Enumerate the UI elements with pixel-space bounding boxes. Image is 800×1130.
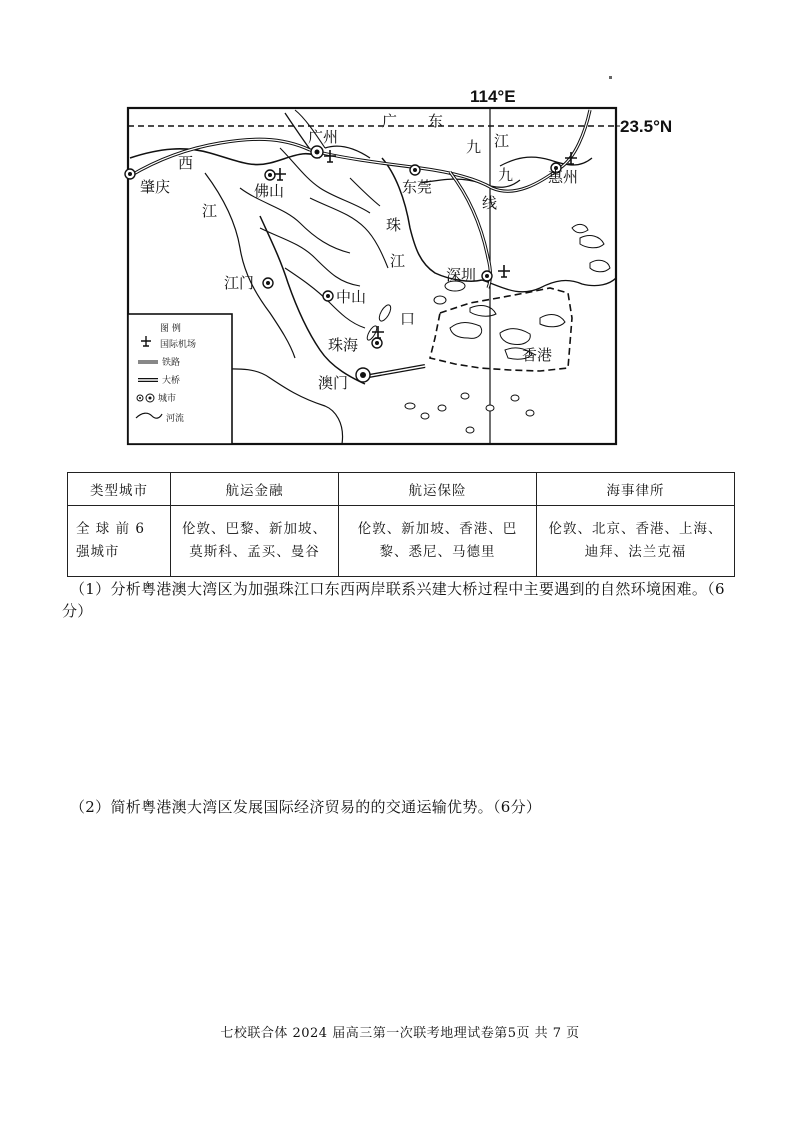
legend-river: 河流 — [166, 414, 185, 424]
table-header: 海事律所 — [537, 473, 735, 506]
table-header: 类型城市 — [68, 473, 171, 506]
estuary-label-3: 口 — [400, 310, 416, 328]
city-hongkong: 香港 — [522, 346, 553, 364]
table-cell-insurance: 伦敦、新加坡、香港、巴黎、悉尼、马德里 — [339, 506, 537, 577]
rail-label-4: 线 — [482, 194, 498, 212]
rail-label-1: 九 — [466, 138, 482, 156]
city-jiangmen: 江门 — [224, 274, 255, 292]
scan-dot — [609, 76, 612, 79]
table-cell-law: 伦敦、北京、香港、上海、迪拜、法兰克福 — [537, 506, 735, 577]
pearl-river-delta-map — [120, 87, 673, 448]
province-label-2: 东 — [428, 112, 444, 130]
province-label-1: 广 — [382, 112, 398, 130]
legend-bridge: 大桥 — [162, 376, 181, 386]
city-huizhou: 惠州 — [548, 168, 579, 186]
legend-title: 图 例 — [160, 324, 181, 334]
city-zhongshan: 中山 — [336, 288, 367, 306]
table-header-row — [68, 473, 735, 506]
question-2: （2）简析粤港澳大湾区发展国际经济贸易的的交通运输优势。（6分） — [70, 798, 542, 816]
xijiang-label-2: 江 — [202, 202, 218, 220]
table-row — [68, 506, 735, 577]
page-footer: 七校联合体 2024 届高三第一次联考地理试卷第5页 共 7 页 — [220, 1026, 580, 1041]
question-1: （1）分析粤港澳大湾区为加强珠江口东西两岸联系兴建大桥过程中主要遇到的自然环境困难。（6分） — [62, 580, 725, 620]
city-shenzhen: 深圳 — [446, 266, 477, 284]
city-guangzhou: 广州 — [308, 128, 339, 146]
legend-airport: 国际机场 — [160, 340, 197, 350]
parallel-label: 23.5°N — [620, 117, 673, 136]
city-zhuhai: 珠海 — [328, 336, 359, 354]
estuary-label-2: 江 — [390, 252, 406, 270]
rail-label-2: 江 — [494, 132, 510, 150]
city-dongguan: 东莞 — [402, 178, 433, 196]
table-header: 航运保险 — [339, 473, 537, 506]
city-macau: 澳门 — [318, 374, 349, 392]
legend-railway: 铁路 — [162, 358, 181, 368]
estuary-label-1: 珠 — [386, 216, 402, 234]
table-header: 航运金融 — [171, 473, 339, 506]
table-cell-finance: 伦敦、巴黎、新加坡、莫斯科、孟买、曼谷 — [171, 506, 339, 577]
table-cell-label: 全 球 前 6 强城市 — [68, 506, 171, 577]
city-ranking-table — [67, 472, 735, 577]
rail-label-3: 九 — [498, 166, 514, 184]
city-zhaoqing: 肇庆 — [140, 178, 171, 196]
legend-city: 城市 — [158, 394, 177, 404]
meridian-label: 114°E — [470, 87, 516, 106]
map-legend — [128, 314, 232, 444]
city-foshan: 佛山 — [254, 182, 285, 200]
xijiang-label-1: 西 — [178, 154, 194, 172]
